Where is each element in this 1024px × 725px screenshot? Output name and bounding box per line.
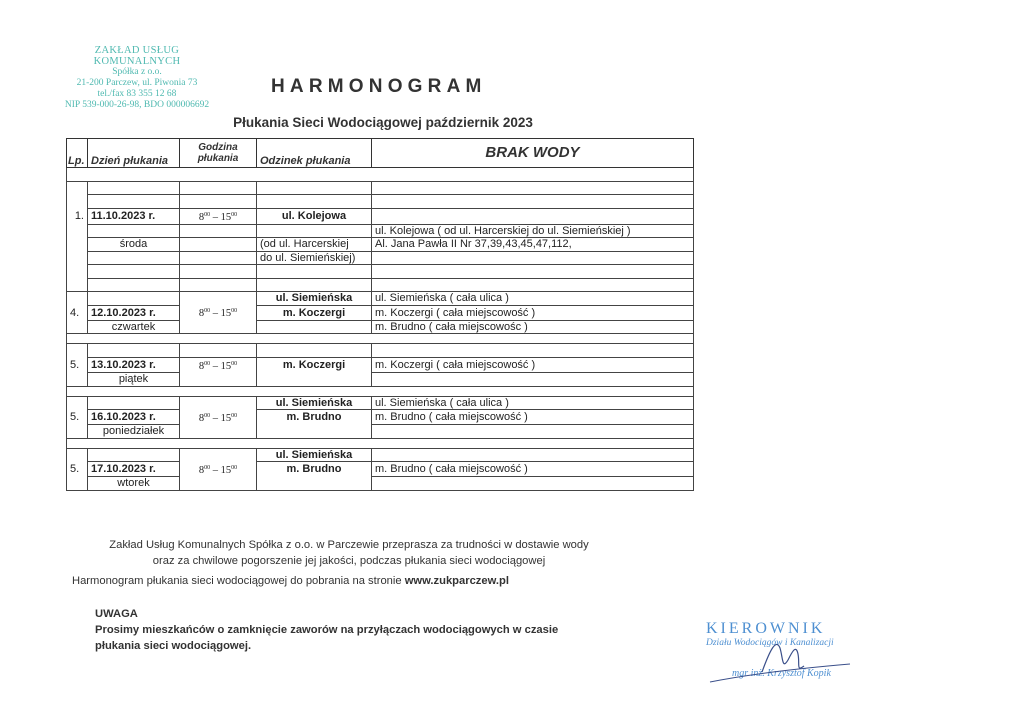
row-no-water: Al. Jana Pawła II Nr 37,39,43,45,47,112,	[372, 238, 694, 252]
stamp-line-5: NIP 539-000-26-98, BDO 000006692	[64, 100, 210, 110]
page-title: HARMONOGRAM	[271, 76, 487, 97]
table-row	[67, 373, 694, 387]
table-row	[67, 181, 694, 195]
row-hours: $8^{00} - 15^{00}$	[180, 410, 257, 425]
header-day: Dzień płukania	[88, 139, 180, 168]
header-hours	[180, 139, 257, 168]
table-row	[67, 477, 694, 491]
table-row	[67, 238, 694, 252]
company-stamp	[52, 45, 222, 111]
row-weekday: poniedziałek	[88, 425, 180, 439]
row-hours: $8^{00} - 15^{00}$	[180, 462, 257, 477]
row-lp: 1.	[67, 208, 88, 224]
row-lp: 5.	[67, 462, 88, 477]
table-row	[67, 448, 694, 462]
row-section: m. Brudno	[257, 462, 372, 477]
row-section: ul. Siemieńska	[257, 448, 372, 462]
download-text: Harmonogram płukania sieci wodociągowej do pobrania na stronie	[72, 575, 405, 587]
row-section-sub: (od ul. Harcerskiej	[257, 238, 372, 252]
subtitle-text: Płukania Sieci Wodociągowej październik 2023	[233, 115, 533, 130]
warning-block	[95, 606, 558, 654]
table-row	[67, 425, 694, 439]
table-row	[67, 251, 694, 265]
row-hours: $8^{00} - 15^{00}$	[180, 305, 257, 320]
row-section: m. Koczergi	[257, 305, 372, 320]
table-row	[67, 305, 694, 320]
row-hours: $8^{00} - 15^{00}$	[180, 208, 257, 224]
table-row	[67, 195, 694, 209]
row-no-water: m. Koczergi ( cała miejscowość )	[372, 357, 694, 373]
row-section: ul. Siemieńska	[257, 292, 372, 306]
row-no-water: ul. Siemieńska ( cała ulica )	[372, 396, 694, 410]
row-lp: 4.	[67, 305, 88, 320]
table-row	[67, 320, 694, 334]
stamp-line-3: 21-200 Parczew, ul. Piwonia 73	[76, 78, 198, 88]
table-row	[67, 265, 694, 279]
row-weekday: piątek	[88, 373, 180, 387]
row-no-water: ul. Kolejowa ( od ul. Harcerskiej do ul. Siemieńskiej )	[372, 224, 694, 238]
row-no-water: m. Koczergi ( cała miejscowość )	[372, 305, 694, 320]
signature-name: mgr inż. Krzysztof Kopik	[732, 668, 831, 679]
download-note	[72, 575, 509, 587]
row-section: m. Koczergi	[257, 357, 372, 373]
header-hours-top: Godzina	[198, 142, 238, 153]
row-date: 12.10.2023 r.	[88, 305, 180, 320]
row-no-water: m. Brudno ( cała miejscowośc )	[372, 320, 694, 334]
table-row	[67, 224, 694, 238]
schedule-table	[66, 138, 693, 491]
row-no-water: ul. Siemieńska ( cała ulica )	[372, 292, 694, 306]
download-link[interactable]: www.zukparczew.pl	[404, 575, 509, 587]
header-no-water: BRAK WODY	[372, 139, 694, 168]
header-section: Odzinek płukania	[257, 139, 372, 168]
signature-stamp	[700, 620, 870, 679]
row-date: 16.10.2023 r.	[88, 410, 180, 425]
stamp-line-4: tel./fax 83 355 12 68	[97, 89, 177, 99]
row-section: ul. Kolejowa	[257, 208, 372, 224]
table-row	[67, 410, 694, 425]
row-section-sub: do ul. Siemieńskiej)	[257, 251, 372, 265]
warning-line-2: płukania sieci wodociągowej.	[95, 640, 252, 652]
separator-row	[67, 168, 694, 182]
table-row	[67, 344, 694, 358]
apology-line-1: Zakład Usług Komunalnych Spółka z o.o. w Parczewie przeprasza za trudności w dostawie wody	[109, 539, 589, 551]
row-lp: 5.	[67, 410, 88, 425]
row-date: 13.10.2023 r.	[88, 357, 180, 373]
row-hours: $8^{00} - 15^{00}$	[180, 357, 257, 373]
warning-heading: UWAGA	[95, 608, 138, 620]
header-hours-bottom: płukania	[197, 153, 239, 164]
signature-dept: Działu Wodociągów i Kanalizacji	[706, 638, 834, 648]
header-lp: Lp.	[67, 139, 88, 168]
row-weekday: czwartek	[88, 320, 180, 334]
table-header-row	[67, 139, 694, 168]
row-weekday: środa	[88, 238, 180, 252]
stamp-line-2: Spółka z o.o.	[112, 67, 162, 77]
row-section: m. Brudno	[257, 410, 372, 425]
row-date: 11.10.2023 r.	[88, 208, 180, 224]
apology-line-2: oraz za chwilowe pogorszenie jej jakości, podczas płukania sieci wodociągowej	[152, 555, 546, 567]
page-subtitle	[0, 115, 1024, 130]
table-row	[67, 208, 694, 224]
handwritten-signature-icon	[700, 620, 870, 690]
row-section: ul. Siemieńska	[257, 396, 372, 410]
row-date: 17.10.2023 r.	[88, 462, 180, 477]
table-row	[67, 278, 694, 292]
row-no-water: m. Brudno ( cała miejscowość )	[372, 410, 694, 425]
table-row	[67, 462, 694, 477]
table-row	[67, 396, 694, 410]
row-lp: 5.	[67, 357, 88, 373]
stamp-line-1: ZAKŁAD USŁUG KOMUNALNYCH	[93, 45, 181, 67]
table-row	[67, 292, 694, 306]
signature-title: KIEROWNIK	[706, 620, 826, 637]
warning-line-1: Prosimy mieszkańców o zamknięcie zaworów na przyłączach wodociągowych w czasie	[95, 624, 559, 636]
apology-note	[0, 537, 1024, 569]
table-row	[67, 357, 694, 373]
row-weekday: wtorek	[88, 477, 180, 491]
row-no-water: m. Brudno ( cała miejscowość )	[372, 462, 694, 477]
